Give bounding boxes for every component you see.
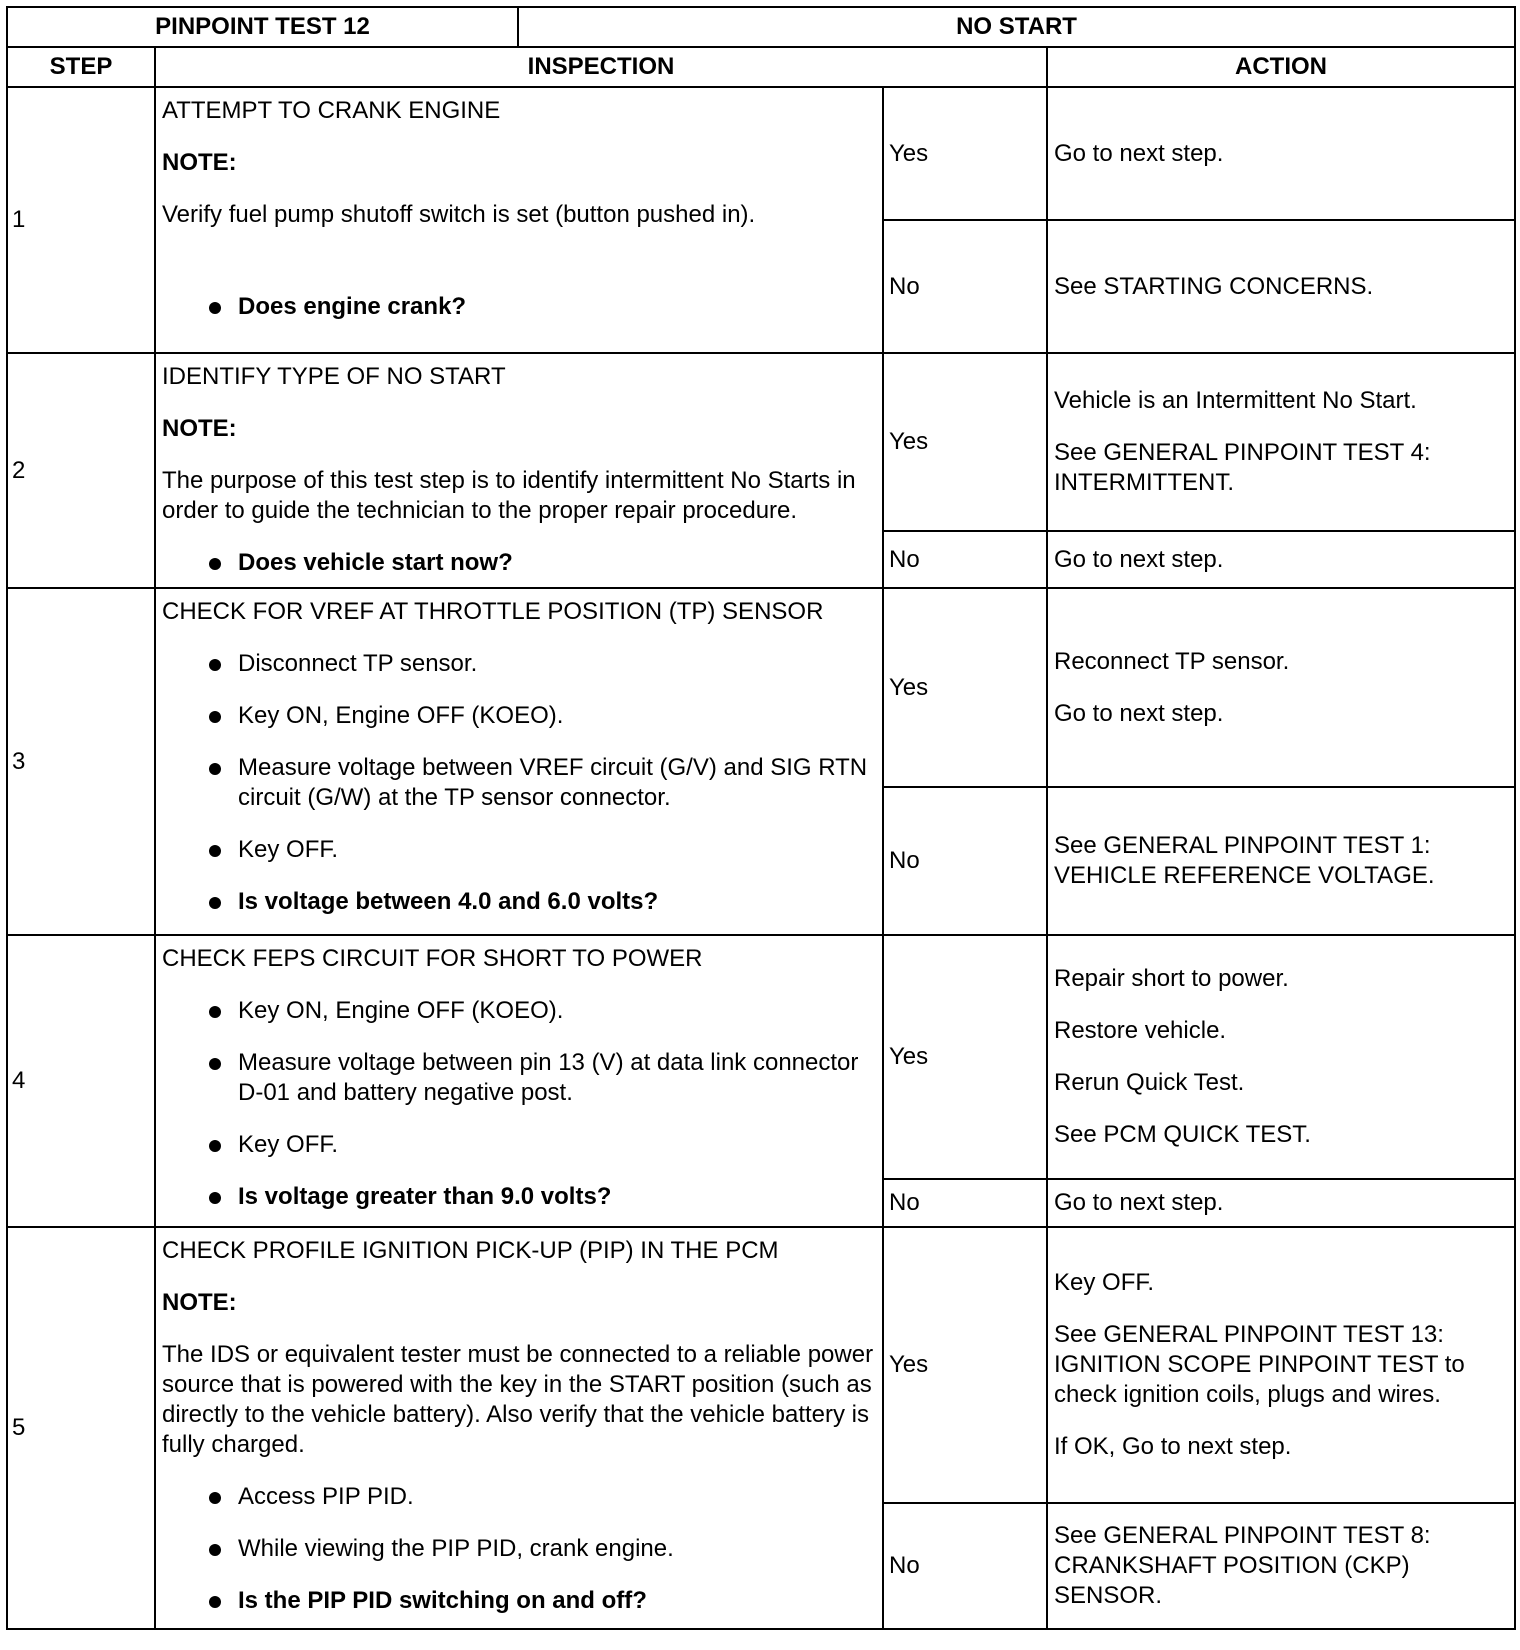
step-title: ATTEMPT TO CRANK ENGINE: [162, 97, 501, 124]
no-action: [1047, 1503, 1515, 1629]
test-question: Is voltage between 4.0 and 6.0 volts?: [162, 887, 874, 917]
step-number: 3: [7, 588, 155, 935]
procedure-bullet: Measure voltage between pin 13 (V) at data link connector D-01 and battery negative post.: [162, 1048, 874, 1108]
no-action: [1047, 787, 1515, 935]
action-line: Vehicle is an Intermittent No Start.: [1054, 387, 1417, 414]
action-line: Go to next step.: [1054, 139, 1224, 167]
procedure-bullet: Key OFF.: [162, 1130, 874, 1160]
step-title: CHECK PROFILE IGNITION PICK-UP (PIP) IN THE PCM: [162, 1237, 779, 1264]
action-line: Go to next step.: [1054, 1189, 1224, 1216]
note-label: NOTE:: [162, 149, 237, 176]
test-question: Is the PIP PID switching on and off?: [162, 1586, 874, 1616]
yes-action: [1047, 353, 1515, 531]
table-row: [7, 588, 1515, 787]
pinpoint-test-document: [6, 6, 1516, 1630]
yes-label: Yes: [883, 588, 1047, 787]
column-header-step: STEP: [7, 47, 155, 87]
procedure-bullet: While viewing the PIP PID, crank engine.: [162, 1534, 874, 1564]
step-number: 5: [7, 1227, 155, 1629]
pinpoint-test-table: [6, 6, 1516, 1630]
note-label: NOTE:: [162, 415, 237, 442]
no-action: [1047, 1179, 1515, 1227]
yes-action: [1047, 1227, 1515, 1503]
no-action: [1047, 220, 1515, 353]
no-label: No: [883, 787, 1047, 935]
yes-label: Yes: [883, 1227, 1047, 1503]
step-number: 2: [7, 353, 155, 588]
inspection-cell: [155, 87, 883, 353]
action-line: See GENERAL PINPOINT TEST 13: IGNITION SCOPE PINPOINT TEST to check ignition coils, plugs and wires.: [1054, 1321, 1465, 1408]
no-label: No: [883, 531, 1047, 588]
table-row: [7, 87, 1515, 220]
inspection-cell: [155, 588, 883, 935]
test-question: Does vehicle start now?: [162, 548, 874, 578]
no-label: No: [883, 220, 1047, 353]
action-line: See GENERAL PINPOINT TEST 4: INTERMITTENT.: [1054, 439, 1431, 496]
test-question: Is voltage greater than 9.0 volts?: [162, 1182, 874, 1212]
test-label: PINPOINT TEST 12: [7, 7, 518, 47]
step-title: CHECK FOR VREF AT THROTTLE POSITION (TP) SENSOR: [162, 598, 824, 625]
note-text: The purpose of this test step is to identify intermittent No Starts in order to guide the technician to the proper repair procedure.: [162, 467, 856, 524]
action-line: Reconnect TP sensor.: [1054, 647, 1290, 675]
procedure-bullet: Measure voltage between VREF circuit (G/V) and SIG RTN circuit (G/W) at the TP sensor connector.: [162, 753, 874, 813]
procedure-bullet: Key ON, Engine OFF (KOEO).: [162, 996, 874, 1026]
action-line: Key OFF.: [1054, 1269, 1155, 1296]
action-line: See GENERAL PINPOINT TEST 1: VEHICLE REFERENCE VOLTAGE.: [1054, 832, 1435, 889]
action-line: See GENERAL PINPOINT TEST 8: CRANKSHAFT POSITION (CKP) SENSOR.: [1054, 1522, 1431, 1609]
table-row: [7, 1227, 1515, 1503]
action-line: If OK, Go to next step.: [1054, 1433, 1292, 1460]
yes-action: [1047, 87, 1515, 220]
procedure-bullet: Key ON, Engine OFF (KOEO).: [162, 701, 874, 731]
note-text: Verify fuel pump shutoff switch is set (button pushed in).: [162, 201, 756, 228]
step-number: 4: [7, 935, 155, 1227]
table-row: [7, 935, 1515, 1179]
test-title: NO START: [518, 7, 1515, 47]
note-label: NOTE:: [162, 1289, 237, 1316]
no-label: No: [883, 1179, 1047, 1227]
yes-label: Yes: [883, 87, 1047, 220]
inspection-cell: [155, 1227, 883, 1629]
column-header-inspection: INSPECTION: [155, 47, 1047, 87]
step-title: CHECK FEPS CIRCUIT FOR SHORT TO POWER: [162, 945, 703, 972]
action-line: See PCM QUICK TEST.: [1054, 1121, 1311, 1148]
test-question: Does engine crank?: [162, 292, 874, 322]
table-row: [7, 353, 1515, 531]
inspection-cell: [155, 935, 883, 1227]
no-action: [1047, 531, 1515, 588]
column-header-action: ACTION: [1047, 47, 1515, 87]
step-title: IDENTIFY TYPE OF NO START: [162, 363, 506, 390]
action-line: Restore vehicle.: [1054, 1017, 1227, 1044]
yes-label: Yes: [883, 935, 1047, 1179]
action-line: See STARTING CONCERNS.: [1054, 272, 1374, 300]
no-label: No: [883, 1503, 1047, 1629]
procedure-bullet: Access PIP PID.: [162, 1482, 874, 1512]
inspection-cell: [155, 353, 883, 588]
yes-action: [1047, 588, 1515, 787]
procedure-bullet: Key OFF.: [162, 835, 874, 865]
action-line: Rerun Quick Test.: [1054, 1069, 1245, 1096]
note-text: The IDS or equivalent tester must be connected to a reliable power source that is powered with the key in the START position (such as directly to the vehicle battery). Also verify that the vehicle battery is fully charged.: [162, 1341, 874, 1458]
procedure-bullet: Disconnect TP sensor.: [162, 649, 874, 679]
action-line: Repair short to power.: [1054, 965, 1289, 992]
step-number: 1: [7, 87, 155, 353]
yes-action: [1047, 935, 1515, 1179]
action-line: Go to next step.: [1054, 699, 1224, 727]
yes-label: Yes: [883, 353, 1047, 531]
action-line: Go to next step.: [1054, 545, 1224, 573]
